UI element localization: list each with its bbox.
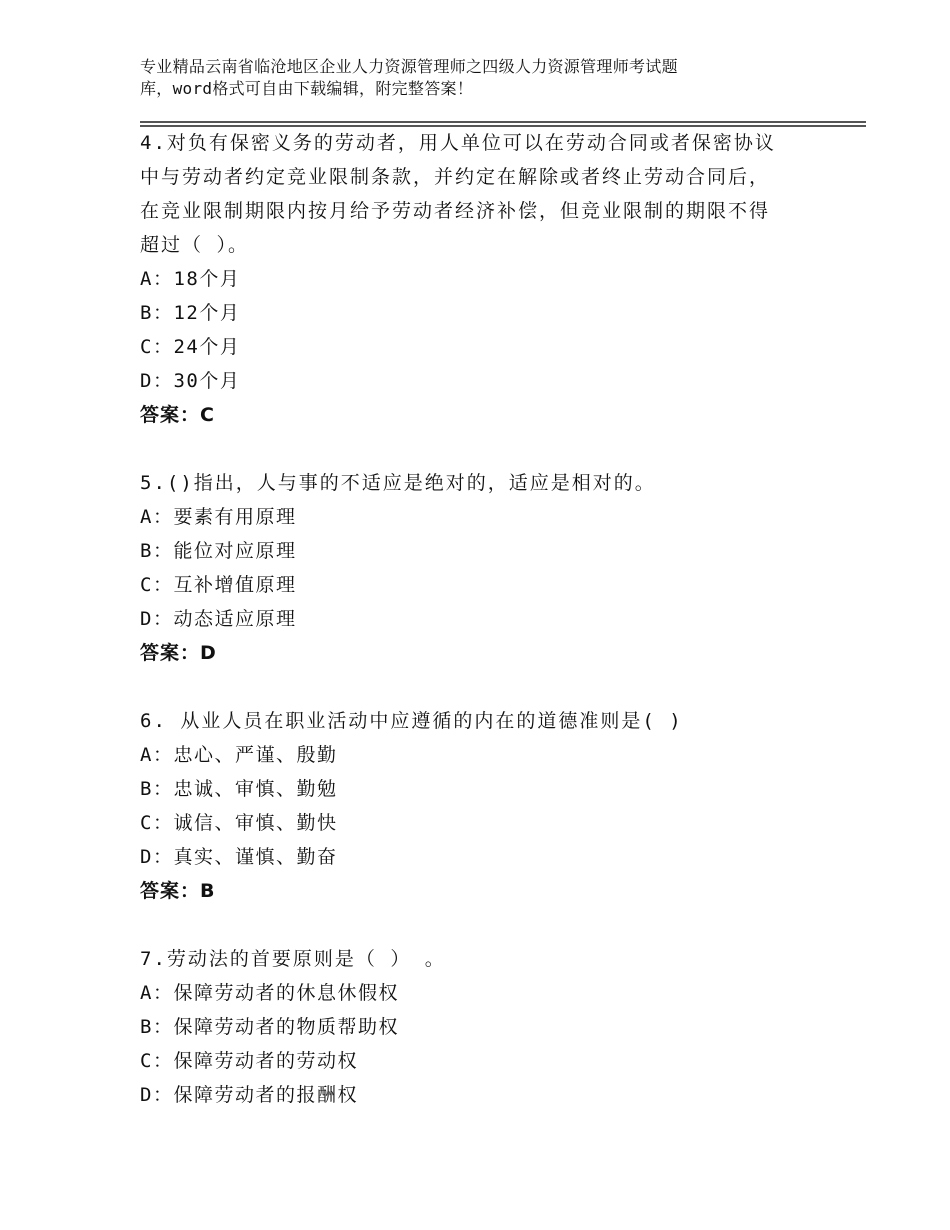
option-a: A：18个月 xyxy=(140,268,241,290)
question-stem-line: 在竞业限制期限内按月给予劳动者经济补偿，但竞业限制的期限不得 xyxy=(140,200,771,222)
question-stem-line: 超过（ ）。 xyxy=(140,234,249,256)
header-title-line-1: 专业精品云南省临沧地区企业人力资源管理师之四级人力资源管理师考试题 xyxy=(140,57,678,76)
question-list xyxy=(140,126,840,1112)
question-stem-line: 中与劳动者约定竞业限制条款，并约定在解除或者终止劳动合同后， xyxy=(140,166,771,188)
question-stem-line: 6. 从业人员在职业活动中应遵循的内在的道德准则是( ) xyxy=(140,710,683,732)
question-6 xyxy=(140,704,840,908)
answer-label: 答案：D xyxy=(140,642,217,664)
question-spacer xyxy=(140,432,840,466)
option-c: C：互补增值原理 xyxy=(140,574,297,596)
question-stem-line: 7.劳动法的首要原则是（ ） 。 xyxy=(140,948,446,970)
option-a: A：忠心、严谨、殷勤 xyxy=(140,744,338,766)
option-c: C：保障劳动者的劳动权 xyxy=(140,1050,358,1072)
question-7 xyxy=(140,942,840,1112)
question-stem-line: 4.对负有保密义务的劳动者，用人单位可以在劳动合同或者保密协议 xyxy=(140,132,776,154)
option-b: B：能位对应原理 xyxy=(140,540,297,562)
question-5 xyxy=(140,466,840,670)
answer-label: 答案：B xyxy=(140,880,216,902)
question-4 xyxy=(140,126,840,432)
option-a: A：保障劳动者的休息休假权 xyxy=(140,982,399,1004)
document-header xyxy=(140,56,800,100)
option-a: A：要素有用原理 xyxy=(140,506,297,528)
option-d: D：动态适应原理 xyxy=(140,608,297,630)
option-d: D：真实、谨慎、勤奋 xyxy=(140,846,338,868)
question-stem-line: 5.()指出，人与事的不适应是绝对的，适应是相对的。 xyxy=(140,472,656,494)
option-d: D：30个月 xyxy=(140,370,241,392)
header-divider-top xyxy=(140,121,866,123)
option-c: C：24个月 xyxy=(140,336,241,358)
header-title-line-2: 库，word格式可自由下载编辑，附完整答案！ xyxy=(140,79,474,98)
option-c: C：诚信、审慎、勤快 xyxy=(140,812,338,834)
answer-label: 答案：C xyxy=(140,404,215,426)
option-b: B：12个月 xyxy=(140,302,241,324)
option-d: D：保障劳动者的报酬权 xyxy=(140,1084,358,1106)
question-spacer xyxy=(140,670,840,704)
question-spacer xyxy=(140,908,840,942)
option-b: B：保障劳动者的物质帮助权 xyxy=(140,1016,399,1038)
option-b: B：忠诚、审慎、勤勉 xyxy=(140,778,338,800)
